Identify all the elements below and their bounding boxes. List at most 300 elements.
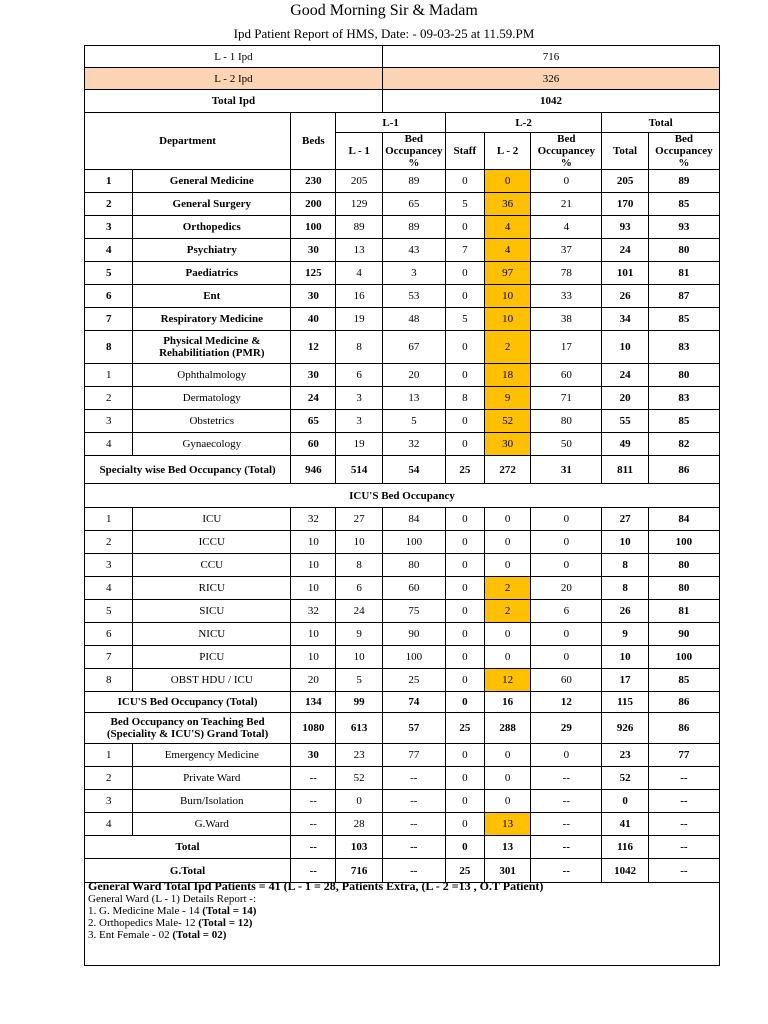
- l2-cell: 9: [484, 387, 530, 410]
- l2occ-cell: 29: [531, 713, 602, 744]
- l1-cell: 716: [336, 859, 382, 883]
- l2-cell: 16: [484, 692, 530, 713]
- l2occ-cell: 33: [531, 285, 602, 308]
- staff-cell: 0: [445, 790, 484, 813]
- l1-cell: 613: [336, 713, 382, 744]
- l2-cell: 4: [484, 239, 530, 262]
- row-number: 7: [85, 646, 133, 669]
- l1-cell: 6: [336, 577, 382, 600]
- l1occ-cell: --: [382, 767, 445, 790]
- l1-cell: 23: [336, 744, 382, 767]
- l2-cell: 0: [484, 623, 530, 646]
- col-staff: Staff: [445, 133, 484, 170]
- row-number: 3: [85, 790, 133, 813]
- l2-cell: 2: [484, 600, 530, 623]
- beds-cell: 20: [291, 669, 336, 692]
- total-cell: 20: [602, 387, 648, 410]
- department-name: Psychiatry: [133, 239, 291, 262]
- report-subtitle: Ipd Patient Report of HMS, Date: - 09-03-25 at 11.59.PM: [233, 26, 535, 41]
- l2-cell: 10: [484, 308, 530, 331]
- total-cell: 23: [602, 744, 648, 767]
- l2-cell: 2: [484, 331, 530, 364]
- l1occ-cell: --: [382, 790, 445, 813]
- l1-cell: 10: [336, 646, 382, 669]
- l1-cell: 103: [336, 836, 382, 859]
- l1-cell: 13: [336, 239, 382, 262]
- totocc-cell: 89: [648, 170, 719, 193]
- greeting-title: Good Morning Sir & Madam: [290, 2, 478, 19]
- ipd-report-table: [84, 45, 720, 883]
- department-name: OBST HDU / ICU: [133, 669, 291, 692]
- l2occ-cell: 0: [531, 508, 602, 531]
- l1occ-cell: 75: [382, 600, 445, 623]
- total-cell: 811: [602, 456, 648, 484]
- total-label: Bed Occupancy on Teaching Bed (Speciality & ICU'S) Grand Total): [85, 713, 291, 744]
- table-row: [85, 387, 720, 410]
- summary-row: [85, 90, 720, 113]
- l1occ-cell: --: [382, 836, 445, 859]
- table-row: [85, 262, 720, 285]
- beds-cell: 30: [291, 364, 336, 387]
- total-cell: 52: [602, 767, 648, 790]
- table-row: [85, 623, 720, 646]
- total-label: Total: [85, 836, 291, 859]
- l2occ-cell: 21: [531, 193, 602, 216]
- col-beds: Beds: [291, 113, 336, 170]
- total-cell: 41: [602, 813, 648, 836]
- totocc-cell: --: [648, 790, 719, 813]
- col-l2-group: L-2: [445, 113, 602, 133]
- l1-cell: 27: [336, 508, 382, 531]
- totocc-cell: 85: [648, 669, 719, 692]
- totocc-cell: 84: [648, 508, 719, 531]
- beds-cell: 10: [291, 554, 336, 577]
- staff-cell: 0: [445, 433, 484, 456]
- table-row: [85, 216, 720, 239]
- beds-cell: 10: [291, 531, 336, 554]
- beds-cell: 230: [291, 170, 336, 193]
- l2occ-cell: 37: [531, 239, 602, 262]
- row-number: 2: [85, 767, 133, 790]
- l2-cell: 36: [484, 193, 530, 216]
- l2occ-cell: --: [531, 859, 602, 883]
- staff-cell: 0: [445, 170, 484, 193]
- l2occ-cell: 0: [531, 554, 602, 577]
- summary-label: L - 2 Ipd: [85, 68, 383, 90]
- staff-cell: 0: [445, 531, 484, 554]
- l2occ-cell: 0: [531, 170, 602, 193]
- staff-cell: 5: [445, 308, 484, 331]
- col-l2-occupancy: Bed Occupancey %: [531, 133, 602, 170]
- department-name: Orthopedics: [133, 216, 291, 239]
- total-cell: 8: [602, 577, 648, 600]
- summary-value: 716: [382, 46, 719, 68]
- l2-cell: 97: [484, 262, 530, 285]
- totocc-cell: 83: [648, 387, 719, 410]
- row-number: 4: [85, 813, 133, 836]
- l1-cell: 4: [336, 262, 382, 285]
- total-label: Specialty wise Bed Occupancy (Total): [85, 456, 291, 484]
- beds-cell: 10: [291, 623, 336, 646]
- l2occ-cell: 50: [531, 433, 602, 456]
- department-name: SICU: [133, 600, 291, 623]
- detail-line: 1. G. Medicine Male - 14 (Total = 14): [88, 905, 257, 917]
- total-cell: 17: [602, 669, 648, 692]
- l2-cell: 13: [484, 836, 530, 859]
- staff-cell: 0: [445, 577, 484, 600]
- l1occ-cell: 20: [382, 364, 445, 387]
- col-l1-group: L-1: [336, 113, 445, 133]
- table-row: [85, 193, 720, 216]
- l1-cell: 6: [336, 364, 382, 387]
- table-row: [85, 600, 720, 623]
- l2occ-cell: 38: [531, 308, 602, 331]
- icu-heading-row: [85, 484, 720, 508]
- l1-cell: 10: [336, 531, 382, 554]
- l2-cell: 0: [484, 170, 530, 193]
- l2occ-cell: 0: [531, 646, 602, 669]
- l2-cell: 272: [484, 456, 530, 484]
- department-name: Dermatology: [133, 387, 291, 410]
- total-cell: 116: [602, 836, 648, 859]
- beds-cell: --: [291, 790, 336, 813]
- beds-cell: 30: [291, 239, 336, 262]
- staff-cell: 0: [445, 508, 484, 531]
- row-number: 1: [85, 170, 133, 193]
- l1occ-cell: 90: [382, 623, 445, 646]
- l1occ-cell: 67: [382, 331, 445, 364]
- total-cell: 26: [602, 285, 648, 308]
- totocc-cell: --: [648, 836, 719, 859]
- col-total-occupancy: Bed Occupancey %: [648, 133, 719, 170]
- totocc-cell: 90: [648, 623, 719, 646]
- staff-cell: 0: [445, 836, 484, 859]
- header-row: [85, 113, 720, 133]
- row-number: 7: [85, 308, 133, 331]
- l1occ-cell: 74: [382, 692, 445, 713]
- staff-cell: 0: [445, 331, 484, 364]
- summary-row: [85, 46, 720, 68]
- totocc-cell: 85: [648, 410, 719, 433]
- beds-cell: 10: [291, 646, 336, 669]
- staff-cell: 5: [445, 193, 484, 216]
- total-cell: 0: [602, 790, 648, 813]
- staff-cell: 25: [445, 456, 484, 484]
- l1occ-cell: 100: [382, 531, 445, 554]
- l1occ-cell: 80: [382, 554, 445, 577]
- col-l2: L - 2: [484, 133, 530, 170]
- total-cell: 205: [602, 170, 648, 193]
- col-total-group: Total: [602, 113, 720, 133]
- staff-cell: 0: [445, 744, 484, 767]
- l2-cell: 18: [484, 364, 530, 387]
- total-cell: 8: [602, 554, 648, 577]
- total-cell: 26: [602, 600, 648, 623]
- department-name: RICU: [133, 577, 291, 600]
- l2occ-cell: 6: [531, 600, 602, 623]
- l1occ-cell: 89: [382, 170, 445, 193]
- l2-cell: 0: [484, 767, 530, 790]
- totocc-cell: 80: [648, 239, 719, 262]
- l2occ-cell: 0: [531, 623, 602, 646]
- staff-cell: 0: [445, 669, 484, 692]
- teaching-grand-total-row: [85, 713, 720, 744]
- beds-cell: 134: [291, 692, 336, 713]
- department-name: ICU: [133, 508, 291, 531]
- table-row: [85, 669, 720, 692]
- department-name: Obstetrics: [133, 410, 291, 433]
- department-name: Ent: [133, 285, 291, 308]
- total-cell: 24: [602, 239, 648, 262]
- l2occ-cell: 0: [531, 744, 602, 767]
- l1occ-cell: 3: [382, 262, 445, 285]
- staff-cell: 8: [445, 387, 484, 410]
- beds-cell: --: [291, 859, 336, 883]
- department-name: Emergency Medicine: [133, 744, 291, 767]
- staff-cell: 0: [445, 262, 484, 285]
- l2occ-cell: 20: [531, 577, 602, 600]
- totocc-cell: 85: [648, 308, 719, 331]
- l1occ-cell: 65: [382, 193, 445, 216]
- l2-cell: 4: [484, 216, 530, 239]
- beds-cell: 24: [291, 387, 336, 410]
- table-row: [85, 285, 720, 308]
- beds-cell: 12: [291, 331, 336, 364]
- row-number: 2: [85, 193, 133, 216]
- l1occ-cell: 54: [382, 456, 445, 484]
- l1occ-cell: 89: [382, 216, 445, 239]
- staff-cell: 7: [445, 239, 484, 262]
- row-number: 2: [85, 387, 133, 410]
- row-number: 5: [85, 600, 133, 623]
- detail-line: 3. Ent Female - 02 (Total = 02): [88, 929, 227, 941]
- l2-cell: 0: [484, 554, 530, 577]
- l1-cell: 129: [336, 193, 382, 216]
- total-cell: 93: [602, 216, 648, 239]
- beds-cell: 10: [291, 577, 336, 600]
- total-label: G.Total: [85, 859, 291, 883]
- totocc-cell: 85: [648, 193, 719, 216]
- row-number: 3: [85, 554, 133, 577]
- l1-cell: 205: [336, 170, 382, 193]
- summary-label: Total Ipd: [85, 90, 383, 113]
- l2occ-cell: 60: [531, 669, 602, 692]
- l2-cell: 0: [484, 744, 530, 767]
- total-label: ICU'S Bed Occupancy (Total): [85, 692, 291, 713]
- l2-cell: 0: [484, 508, 530, 531]
- table-row: [85, 790, 720, 813]
- summary-value: 1042: [382, 90, 719, 113]
- beds-cell: 40: [291, 308, 336, 331]
- table-row: [85, 744, 720, 767]
- l2occ-cell: 17: [531, 331, 602, 364]
- totocc-cell: 86: [648, 692, 719, 713]
- row-number: 1: [85, 364, 133, 387]
- department-name: General Medicine: [133, 170, 291, 193]
- l1occ-cell: 43: [382, 239, 445, 262]
- row-number: 4: [85, 239, 133, 262]
- table-row: [85, 433, 720, 456]
- l1occ-cell: 32: [382, 433, 445, 456]
- staff-cell: 0: [445, 285, 484, 308]
- staff-cell: 0: [445, 692, 484, 713]
- summary-value: 326: [382, 68, 719, 90]
- department-name: Respiratory Medicine: [133, 308, 291, 331]
- l1-cell: 3: [336, 410, 382, 433]
- beds-cell: 65: [291, 410, 336, 433]
- department-name: Physical Medicine & Rehabilitiation (PMR): [133, 331, 291, 364]
- total-cell: 27: [602, 508, 648, 531]
- department-name: Paediatrics: [133, 262, 291, 285]
- l1-cell: 8: [336, 554, 382, 577]
- totocc-cell: 82: [648, 433, 719, 456]
- staff-cell: 25: [445, 859, 484, 883]
- l1occ-cell: 84: [382, 508, 445, 531]
- l1-cell: 16: [336, 285, 382, 308]
- l1-cell: 19: [336, 308, 382, 331]
- beds-cell: 100: [291, 216, 336, 239]
- totocc-cell: 100: [648, 531, 719, 554]
- beds-cell: --: [291, 836, 336, 859]
- l1-cell: 8: [336, 331, 382, 364]
- l2occ-cell: --: [531, 813, 602, 836]
- l1occ-cell: 60: [382, 577, 445, 600]
- staff-cell: 0: [445, 600, 484, 623]
- row-number: 4: [85, 577, 133, 600]
- total-cell: 10: [602, 646, 648, 669]
- col-l1: L - 1: [336, 133, 382, 170]
- detail-line: 2. Orthopedics Male- 12 (Total = 12): [88, 917, 253, 929]
- totocc-cell: 81: [648, 600, 719, 623]
- l2-cell: 0: [484, 790, 530, 813]
- staff-cell: 0: [445, 646, 484, 669]
- l1occ-cell: 100: [382, 646, 445, 669]
- l1occ-cell: 25: [382, 669, 445, 692]
- staff-cell: 0: [445, 364, 484, 387]
- l1occ-cell: 53: [382, 285, 445, 308]
- l1occ-cell: 13: [382, 387, 445, 410]
- beds-cell: 200: [291, 193, 336, 216]
- l1occ-cell: 48: [382, 308, 445, 331]
- department-name: Ophthalmology: [133, 364, 291, 387]
- icu-total-row: [85, 692, 720, 713]
- row-number: 6: [85, 623, 133, 646]
- total-cell: 1042: [602, 859, 648, 883]
- table-row: [85, 239, 720, 262]
- total-cell: 170: [602, 193, 648, 216]
- staff-cell: 0: [445, 216, 484, 239]
- l1-cell: 99: [336, 692, 382, 713]
- row-number: 1: [85, 744, 133, 767]
- totocc-cell: 83: [648, 331, 719, 364]
- total-cell: 49: [602, 433, 648, 456]
- l2-cell: 12: [484, 669, 530, 692]
- l2occ-cell: 60: [531, 364, 602, 387]
- l2-cell: 52: [484, 410, 530, 433]
- total-cell: 55: [602, 410, 648, 433]
- l1-cell: 52: [336, 767, 382, 790]
- beds-cell: --: [291, 767, 336, 790]
- beds-cell: --: [291, 813, 336, 836]
- row-number: 8: [85, 669, 133, 692]
- l2occ-cell: 4: [531, 216, 602, 239]
- l1-cell: 5: [336, 669, 382, 692]
- beds-cell: 946: [291, 456, 336, 484]
- table-row: [85, 577, 720, 600]
- totocc-cell: 77: [648, 744, 719, 767]
- totocc-cell: 80: [648, 577, 719, 600]
- department-name: Private Ward: [133, 767, 291, 790]
- l1-cell: 89: [336, 216, 382, 239]
- l2occ-cell: 31: [531, 456, 602, 484]
- staff-cell: 0: [445, 623, 484, 646]
- totocc-cell: --: [648, 813, 719, 836]
- department-name: G.Ward: [133, 813, 291, 836]
- l2occ-cell: 0: [531, 531, 602, 554]
- l2-cell: 0: [484, 531, 530, 554]
- table-row: [85, 508, 720, 531]
- table-row: [85, 646, 720, 669]
- totocc-cell: --: [648, 859, 719, 883]
- total-cell: 10: [602, 531, 648, 554]
- totocc-cell: --: [648, 767, 719, 790]
- totocc-cell: 100: [648, 646, 719, 669]
- row-number: 3: [85, 216, 133, 239]
- totocc-cell: 87: [648, 285, 719, 308]
- general-ward-summary: General Ward Total Ipd Patients = 41 (L - 1 = 28, Patients Extra, (L - 2 =13 , O.T Patient): [88, 879, 544, 893]
- summary-label: L - 1 Ipd: [85, 46, 383, 68]
- l1-cell: 28: [336, 813, 382, 836]
- department-name: General Surgery: [133, 193, 291, 216]
- staff-cell: 0: [445, 410, 484, 433]
- department-name: Burn/Isolation: [133, 790, 291, 813]
- totocc-cell: 93: [648, 216, 719, 239]
- l1-cell: 19: [336, 433, 382, 456]
- l1-cell: 3: [336, 387, 382, 410]
- total-cell: 115: [602, 692, 648, 713]
- staff-cell: 0: [445, 554, 484, 577]
- staff-cell: 0: [445, 813, 484, 836]
- l1occ-cell: --: [382, 859, 445, 883]
- general-ward-notes: [84, 874, 720, 966]
- department-name: ICCU: [133, 531, 291, 554]
- beds-cell: 125: [291, 262, 336, 285]
- totocc-cell: 80: [648, 554, 719, 577]
- l2occ-cell: 12: [531, 692, 602, 713]
- l1-cell: 24: [336, 600, 382, 623]
- total-cell: 10: [602, 331, 648, 364]
- table-row: [85, 767, 720, 790]
- staff-cell: 25: [445, 713, 484, 744]
- row-number: 2: [85, 531, 133, 554]
- total-cell: 101: [602, 262, 648, 285]
- general-ward-details-heading: General Ward (L - 1) Details Report -:: [88, 893, 257, 905]
- icu-heading: ICU'S Bed Occupancy: [85, 484, 720, 508]
- row-number: 4: [85, 433, 133, 456]
- department-name: CCU: [133, 554, 291, 577]
- table-row: [85, 531, 720, 554]
- staff-cell: 0: [445, 767, 484, 790]
- l1occ-cell: 77: [382, 744, 445, 767]
- total-cell: 926: [602, 713, 648, 744]
- table-row: [85, 410, 720, 433]
- l2-cell: 301: [484, 859, 530, 883]
- row-number: 3: [85, 410, 133, 433]
- beds-cell: 60: [291, 433, 336, 456]
- beds-cell: 32: [291, 600, 336, 623]
- l2-cell: 13: [484, 813, 530, 836]
- col-l1-occupancy: Bed Occupancey %: [382, 133, 445, 170]
